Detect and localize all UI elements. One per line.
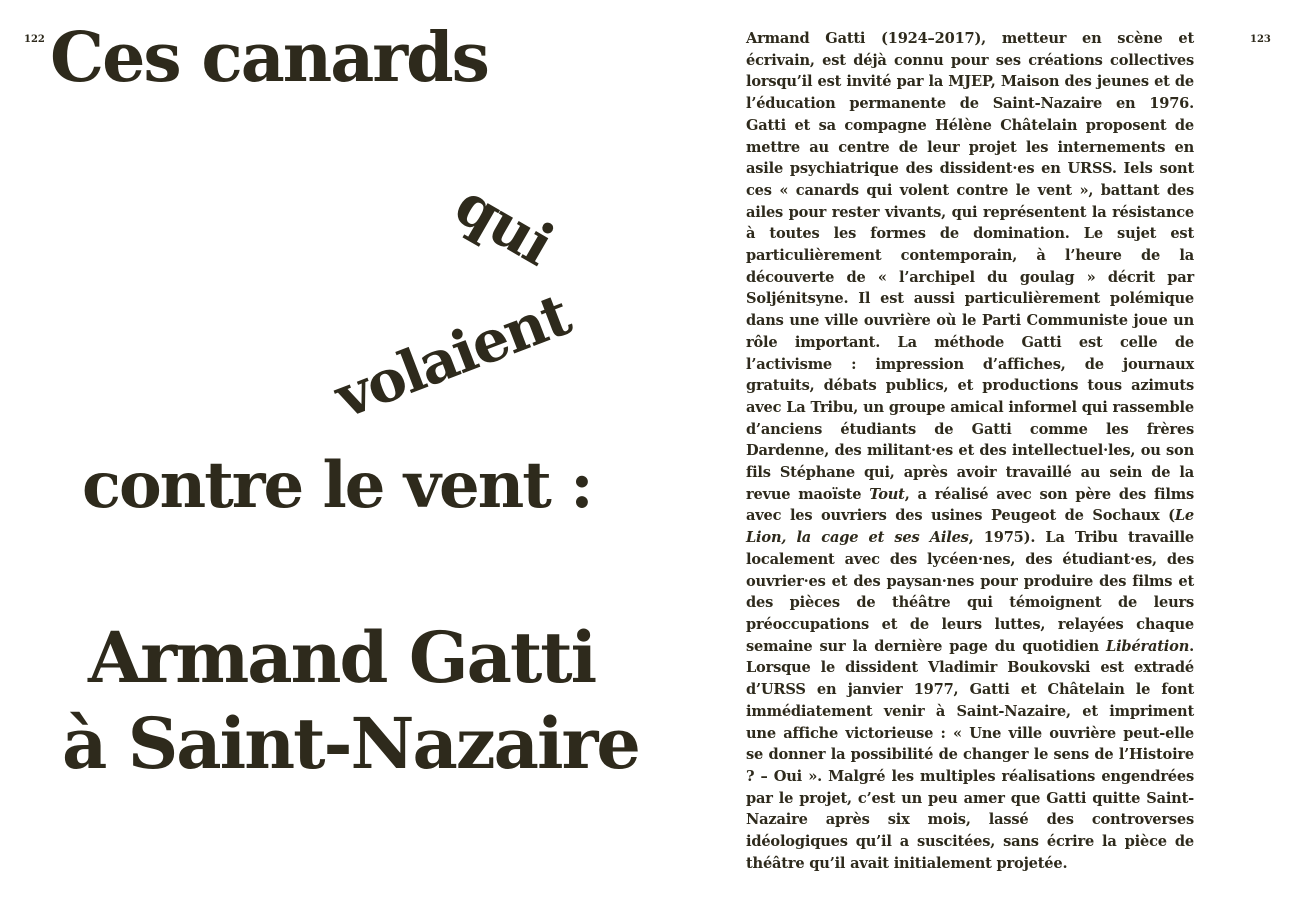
subtitle-line-saint-nazaire: à Saint-Nazaire [62,702,639,785]
title-word-volaient: volaient [326,280,579,432]
body-italic-liberation: Libération [1106,637,1190,655]
body-italic-tout: Tout [869,485,905,503]
body-text-run: , a réalisé avec son père des films avec les ouvriers des usines Peugeot de Sochaux ( [746,485,1194,525]
title-word-qui: qui [444,170,564,279]
body-text-run: Armand Gatti (1924–2017), metteur en scène et écrivain, est déjà connu pour ses créations collectives lorsqu’il est invité par la MJEP, Maison des jeunes et de l’éducation permanente de Saint-Nazaire en 1976. Gatti et sa compagne Hélène Châtelain proposent de mettre au centre de leur projet les internements en asile psychiatrique des dissident·es en URSS. Iels sont ces « canards qui volent contre le vent », battant des ailes pour rester vivants, qui représentent la résistance à toutes les formes de domination. Le sujet est particulièrement contemporain, à l’heure de la découverte de « l’archipel du goulag » décrit par Soljénitsyne. Il est aussi particulièrement polémique dans une ville ouvrière où le Parti Communiste joue un rôle important. La méthode Gatti est celle de l’activisme : impression d’affiches, de journaux gratuits, débats publics, et productions tous azimuts avec La Tribu, un groupe amical informel qui rassemble d’anciens étudiants de Gatti comme les frères Dardenne, des militant·es et des intellectuel·les, ou son fils Stéphane qui, après avoir travaillé au sein de la revue maoïste [746,30,1194,503]
page-number-right: 123 [1250,34,1271,45]
page-number-left: 122 [24,34,45,45]
body-paragraph [746,28,1194,874]
body-text-run: , 1975). La Tribu travaille localement avec des lycéen·nes, des étudiant·es, des ouvrier·es et des paysan·nes pour produire des films et des pièces de théâtre qui témoignent de leurs préoccupations et de leurs luttes, relayées chaque semaine sur la dernière page du quotidien [746,529,1194,655]
title-line-contre-le-vent: contre le vent : [82,448,592,523]
body-italic-film-title: Le Lion, la cage et ses Ailes [746,507,1194,547]
subtitle-line-armand-gatti: Armand Gatti [88,616,596,699]
body-text-run: . Lorsque le dissident Vladimir Boukovski est extradé d’URSS en janvier 1977, Gatti et Châtelain le font immédiatement venir à Saint-Nazaire, et impriment une affiche victorieuse : « Une ville ouvrière peut-elle se donner la possibilité de changer le sens de l’Histoire ? – Oui ». Malgré les multiples réalisations engendrées par le projet, c’est un peu amer que Gatti quitte Saint-Nazaire après six mois, lassé des controverses idéologiques qu’il a suscitées, sans écrire la pièce de théâtre qu’il avait initialement projetée. [746,637,1194,872]
title-line-ces-canards: Ces canards [50,18,488,98]
